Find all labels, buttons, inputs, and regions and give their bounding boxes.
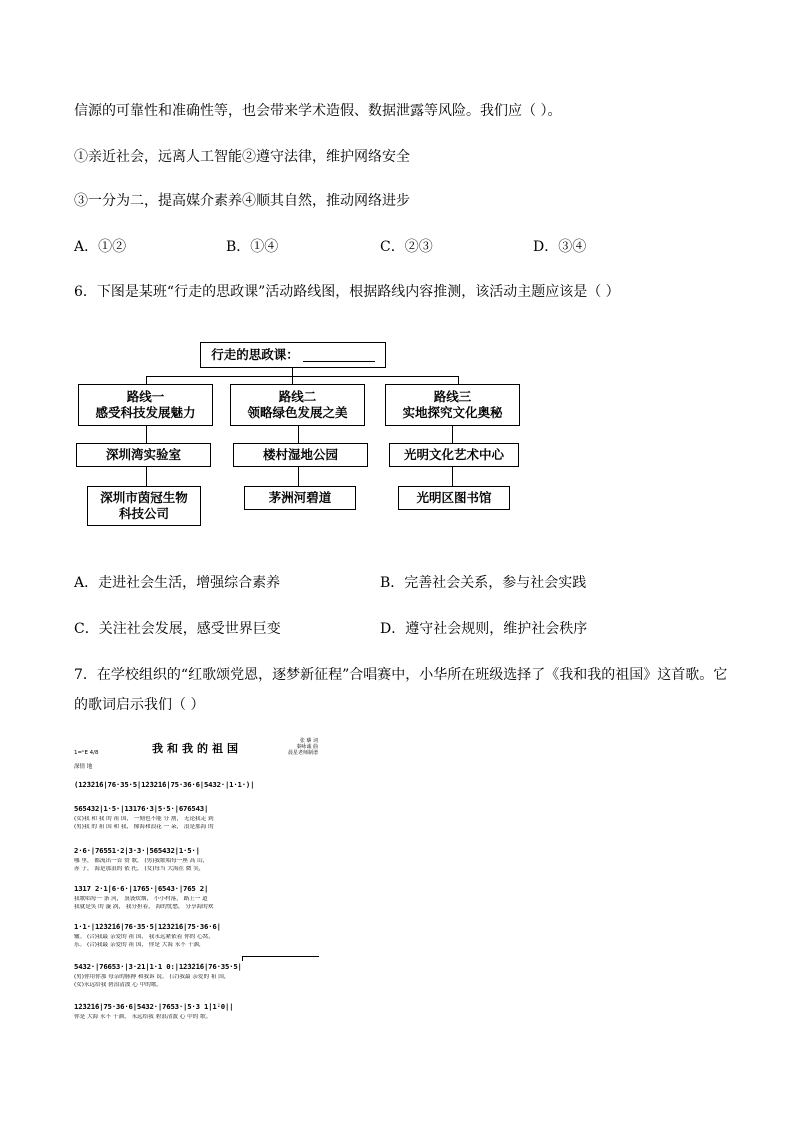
score-row-notes: (1̇2̇3̇2̇1̇6|76·35·5|1̇2̇3̇2̇1̇6|75·36·6|5432·|1·1·)| [74,780,255,789]
route-1-box [78,384,213,426]
score-row-notes: 1317 2·1̇|6·6·|1765·|6543·|765 2| [74,884,209,893]
score-row-lyrics: 赤 子， 海是那浪的 依 托， (女)每当 大海在 微 笑， [74,866,205,872]
q6-stem: 6．下图是某班“行走的思政课”活动路线图，根据路线内容推测，该活动主题应该是（ ） [74,284,620,300]
key-label: 1=ᵇE 4/8 [74,750,99,756]
tempo-label: 深情 地 [74,764,93,770]
q7-stem-line-1: 7．在学校组织的“红歌颂党恩，逐梦新征程”合唱赛中，小华所在班级选择了《我和我的祖国》这首歌。它 [74,667,728,683]
route-2-name: 路线二 [278,389,317,404]
credit-lyricist: 张 藜 词 [299,738,318,744]
stop-label: 光明文化艺术中心 [403,447,504,462]
credit-composer: 秦咏诚 曲 [296,744,318,750]
connector [146,467,147,487]
stop-label: 深圳湾实验室 [105,447,181,462]
route-3-name: 路线三 [433,389,472,404]
score-row-notes: 2·6·|76551·2|3·3·|565432|1·5·| [74,846,200,855]
stop-label: 茅洲河碧道 [268,490,332,505]
q5-stem-tail: 信源的可靠性和准确性等，也会带来学术造假、数据泄露等风险。我们应（ ）。 [74,103,562,119]
score-row-notes: 1·1·|1̇2̇3̇2̇1̇6|76·35·5|1̇2̇3̇2̇1̇6|75·36·6| [74,922,221,931]
connector [146,376,458,377]
q5-option-a[interactable]: A．①② [74,239,127,255]
route-2-theme: 领略绿色发展之美 [247,405,348,420]
q5-statements-2: ③一分为二，提高媒介素养④顺其自然，推动网络进步 [74,193,410,209]
route-3-stop-1 [389,443,519,467]
connector [146,426,147,443]
stop-label: 科技公司 [118,506,169,521]
stop-label: 楼村湿地公园 [262,447,338,462]
q7-stem-line-2: 的歌词启示我们（ ） [74,697,205,713]
route-1-theme: 感受科技发展魅力 [95,405,196,420]
score-row-notes: 565432|1·5·|13176·3|5·5·|676543| [74,804,209,813]
score-row-lyrics: 哪 里， 都流出一首 赞 歌， (男)我歌唱每一座 高 山， [74,858,209,864]
q6-option-c[interactable]: C．关注社会发展，感受世界巨变 [74,621,281,637]
score-row-lyrics: (男)我 的 祖 国 和 我， 像海和浪花 一 朵， 浪是那海 的 [74,824,214,830]
diagram-root-label: 行走的思政课： [211,347,299,362]
q5-option-d[interactable]: D．③④ [533,239,587,255]
connector [452,426,453,443]
score-row-notes: 5432·|76653·|3·21|1·1 0:|1̇2̇3̇2̇1̇6|76·35·5| [74,962,242,971]
route-1-stop-2 [87,486,201,526]
connector [298,426,299,443]
repeat-bracket [242,956,319,961]
score-row-notes: 1̇2̇3̇2̇1̇6|75·36·6|5432·|7653·|5·3 1̇|1̇·0|| [74,1002,234,1011]
score-row-lyrics: 我歌唱每一 条 河， 袅袅炊烟， 小小村落， 路上一 道 [74,896,208,902]
route-2-stop-1 [233,443,368,467]
score-row-lyrics: 乐。 (合)我最 亲爱的 祖 国， 你是 大海 永不 干涸， [74,942,205,948]
q6-option-b[interactable]: B．完善社会关系，参与社会实践 [380,575,587,591]
score-row-lyrics: (女)永远给我 碧浪清波 心 中的歌。 [74,982,163,988]
q6-option-a[interactable]: A．走进社会生活，增强综合素养 [74,575,281,591]
diagram-root-blank [303,349,375,362]
score-row-lyrics: 辙。 (合)我最 亲爱的 祖 国， 我永远紧依着 你的 心窝， [74,934,214,940]
connector [298,467,299,487]
route-2-stop-2 [244,486,356,510]
score-row-lyrics: (男)你用你那 母亲的脉搏 和我诉 说。 (合)我最 亲爱的 祖 国， [74,974,230,980]
route-3-stop-2 [398,486,510,510]
credit-transcriber: 晨星老师制谱 [287,750,318,756]
q5-statements-1: ①亲近社会，远离人工智能②遵守法律，维护网络安全 [74,149,410,165]
route-1-stop-1 [76,443,211,467]
sheet-music [74,736,320,1030]
q6-option-d[interactable]: D．遵守社会规则，维护社会秩序 [380,621,588,637]
score-row-lyrics: (女)我 和 我 的 祖 国， 一刻也不能 分 割， 无论我走 到 [74,816,214,822]
stop-label: 深圳市茵冠生物 [100,490,188,505]
q5-option-b[interactable]: B．①④ [226,239,279,255]
stop-label: 光明区图书馆 [416,490,492,505]
route-2-box [230,384,365,426]
diagram-root-box [200,342,386,368]
route-1-name: 路线一 [126,389,165,404]
score-key-signature [74,750,99,770]
connector [452,467,453,487]
route-3-box [385,384,520,426]
score-row-lyrics: 我就是笑 的 漩 涡， 我分担着， 海的忧愁， 分享海的欢 [74,904,214,910]
q5-option-c[interactable]: C．②③ [380,239,433,255]
score-row-lyrics: 你是 大海 永不 干涸， 永远给我 碧浪清波 心 中的 歌。 [74,1014,212,1020]
score-credits [288,738,318,756]
route-3-theme: 实地探究文化奥秘 [402,405,503,420]
score-title: 我和我的祖国 [152,742,242,755]
